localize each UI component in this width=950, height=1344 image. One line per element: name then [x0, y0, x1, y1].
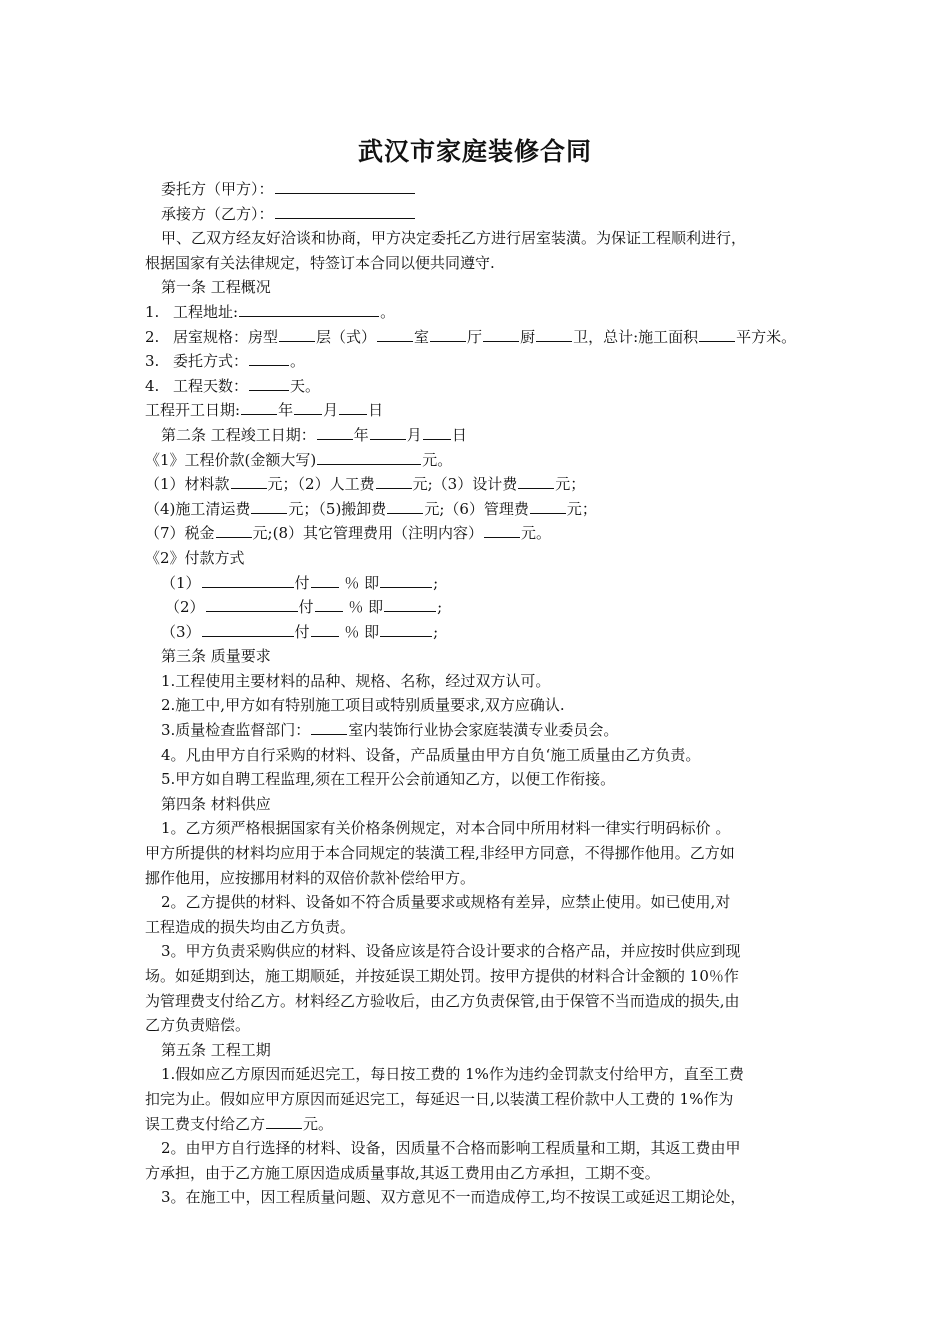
payment-line-2	[145, 595, 815, 620]
party-a-label: 委托方（甲方）：	[161, 180, 274, 198]
payment-line-3	[145, 620, 815, 645]
paragraph-line: 3。甲方负责采购供应的材料、设备应该是符合设计要求的合格产品，并应按时供应到现	[161, 942, 741, 961]
item-number: 3.	[145, 352, 160, 371]
item-number: 2.	[145, 327, 160, 346]
material-fee-blank[interactable]	[231, 473, 267, 489]
text: 室内装饰行业协会家庭装潢专业委员会。	[348, 721, 619, 740]
project-price-blank[interactable]	[317, 449, 421, 465]
delay-fee-blank[interactable]	[266, 1113, 302, 1129]
article-5-heading: 第五条 工程工期	[161, 1040, 271, 1059]
punct: ;	[433, 622, 439, 641]
text: 元；（5)搬卸费	[288, 499, 387, 518]
payment-line-1	[145, 571, 815, 596]
text: 月	[323, 401, 339, 420]
paragraph-line: 工程造成的损失均由乙方负责。	[145, 917, 356, 936]
design-fee-blank[interactable]	[518, 473, 554, 489]
text: 天。	[290, 376, 321, 395]
payment-3-amount-blank[interactable]	[380, 621, 432, 637]
paragraph-line: 4。凡由甲方自行采购的材料、设备，产品质量由甲方自负‘施工质量由乙方负责。	[161, 745, 701, 764]
quality-dept-blank[interactable]	[311, 719, 347, 735]
text: （1）材料款	[145, 475, 230, 494]
delay-fee-line	[145, 1112, 815, 1137]
party-b-label: 承接方（乙方）：	[161, 204, 274, 223]
start-year-blank[interactable]	[241, 399, 277, 415]
text: 月	[406, 425, 422, 444]
payment-3-stage-blank[interactable]	[202, 621, 294, 637]
paragraph-line: 乙方负责赔偿。	[145, 1016, 251, 1035]
text: 日	[451, 425, 467, 444]
paragraph-line: 方承担，由于乙方施工原因造成质量事故,其返工费用由乙方承担，工期不变。	[145, 1163, 660, 1182]
project-price-line	[145, 448, 815, 473]
management-fee-blank[interactable]	[530, 498, 566, 514]
moving-fee-blank[interactable]	[387, 498, 423, 514]
text: 误工费支付给乙方	[145, 1114, 266, 1133]
paragraph-line: 2。乙方提供的材料、设备如不符合质量要求或规格有差异，应禁止使用。如已使用,对	[161, 893, 731, 912]
floor-blank[interactable]	[279, 326, 315, 342]
payment-3-percent-blank[interactable]	[311, 621, 339, 637]
paragraph-line: 5.甲方如自聘工程监理,须在工程开公会前通知乙方，以便工作衔接。	[161, 770, 616, 789]
quality-dept-line	[145, 718, 815, 743]
text: 年	[353, 425, 369, 444]
article-3-heading: 第三条 质量要求	[161, 647, 271, 666]
text: 卫，总计:施工面积	[573, 327, 699, 346]
end-day-blank[interactable]	[423, 424, 451, 440]
start-date-label: 工程开工日期:	[145, 401, 241, 420]
paragraph-line: 为管理费支付给乙方。材料经乙方验收后，由乙方负责保管,由于保管不当而造成的损失,由	[145, 991, 740, 1010]
text: （4)施工清运费	[145, 499, 251, 518]
party-b-line	[145, 202, 815, 227]
project-days-line	[145, 374, 815, 399]
contract-body	[145, 177, 815, 1210]
paragraph-line: 3。在施工中，因工程质量问题、双方意见不一而造成停工,均不按误工或延迟工期论处，	[161, 1188, 746, 1207]
commission-method-label: 委托方式：	[173, 352, 249, 371]
document-title: 武汉市家庭装修合同	[357, 137, 592, 166]
text: 付	[298, 598, 314, 617]
preamble-line-1: 甲、乙双方经友好洽谈和协商，甲方决定委托乙方进行居室装潢。为保证工程顺利进行，	[161, 229, 747, 248]
text: 元。	[303, 1114, 334, 1133]
commission-method-blank[interactable]	[249, 350, 289, 366]
start-day-blank[interactable]	[339, 399, 367, 415]
payment-2-amount-blank[interactable]	[384, 596, 436, 612]
text: 层（式）	[316, 327, 377, 346]
end-date-line	[145, 423, 815, 448]
text: 元；（2）人工费	[267, 475, 375, 494]
bath-blank[interactable]	[536, 326, 572, 342]
text: 付	[294, 622, 310, 641]
project-days-blank[interactable]	[249, 375, 289, 391]
paragraph-line: 2。由甲方自行选择的材料、设备，因质量不合格而影响工程质量和工期，其返工费由甲	[161, 1139, 741, 1158]
text: 厅	[467, 327, 483, 346]
cleanup-fee-blank[interactable]	[251, 498, 287, 514]
fees-line-3	[145, 521, 815, 546]
punct: ;	[437, 598, 443, 617]
tax-blank[interactable]	[216, 522, 252, 538]
party-a-blank[interactable]	[275, 178, 415, 194]
text: 元；	[566, 499, 597, 518]
end-date-label: 第二条 工程竣工日期：	[161, 425, 316, 444]
fees-line-2	[145, 497, 815, 522]
payment-1-percent-blank[interactable]	[311, 572, 339, 588]
room-spec-label: 居室规格：房型	[173, 327, 279, 346]
paragraph-line: 2.施工中,甲方如有特别施工项目或特别质量要求,双方应确认.	[161, 696, 565, 715]
room-blank[interactable]	[377, 326, 413, 342]
project-days-label: 工程天数：	[173, 376, 249, 395]
end-year-blank[interactable]	[317, 424, 353, 440]
text: 付	[294, 573, 310, 592]
text: （3）	[161, 622, 201, 641]
text: 元;（3）设计费	[412, 475, 518, 494]
text: ％ 即	[343, 598, 384, 617]
start-month-blank[interactable]	[294, 399, 322, 415]
end-month-blank[interactable]	[370, 424, 406, 440]
text: 元。	[422, 450, 453, 469]
party-b-blank[interactable]	[275, 203, 415, 219]
text: 年	[278, 401, 294, 420]
area-blank[interactable]	[699, 326, 735, 342]
text: 厨	[520, 327, 536, 346]
payment-2-percent-blank[interactable]	[315, 596, 343, 612]
project-address-blank[interactable]	[239, 301, 379, 317]
text: （2）	[165, 598, 205, 617]
payment-2-stage-blank[interactable]	[206, 596, 298, 612]
payment-method-heading: 《2》付款方式	[145, 548, 245, 567]
punct: 。	[290, 352, 306, 371]
item-number: 4.	[145, 376, 160, 395]
payment-1-amount-blank[interactable]	[380, 572, 432, 588]
paragraph-line: 1.工程使用主要材料的品种、规格、名称，经过双方认可。	[161, 671, 551, 690]
article-1-heading: 第一条 工程概况	[161, 278, 271, 297]
text: 元;(8）其它管理费用（注明内容）	[252, 524, 483, 543]
text: 元;（6）管理费	[424, 499, 529, 518]
project-address-line	[145, 300, 815, 325]
text: 3.质量检查监督部门：	[161, 721, 311, 740]
labor-fee-blank[interactable]	[376, 473, 412, 489]
item-number: 1.	[145, 302, 160, 321]
kitchen-blank[interactable]	[483, 326, 519, 342]
paragraph-line: 扣完为止。假如应甲方原因而延迟完工，每延迟一日,以装潢工程价款中人工费的 1%作为	[145, 1089, 734, 1108]
text: 室	[414, 327, 430, 346]
project-address-label: 工程地址:	[173, 302, 239, 321]
party-a-line	[145, 177, 815, 202]
paragraph-line: 场。如延期到达，施工期顺延，并按延误工期处罚。按甲方提供的材料合计金额的 10％作	[145, 967, 739, 985]
text: 元；	[555, 475, 586, 494]
hall-blank[interactable]	[430, 326, 466, 342]
text: 日	[368, 401, 384, 420]
project-price-label: 《1》工程价款(金额大写)	[145, 450, 317, 469]
room-spec-line	[145, 325, 815, 350]
paragraph-line: 挪作他用，应按挪用材料的双倍价款补偿给甲方。	[145, 868, 476, 887]
punct: 。	[380, 302, 396, 321]
other-fee-blank[interactable]	[484, 522, 520, 538]
fees-line-1	[145, 472, 815, 497]
preamble-line-2: 根据国家有关法律规定，特签订本合同以便共同遵守.	[145, 253, 495, 272]
commission-method-line	[145, 349, 815, 374]
text: 元。	[521, 524, 552, 543]
start-date-line	[145, 398, 815, 423]
punct: ;	[433, 573, 439, 592]
text: 平方米。	[736, 327, 797, 346]
text: （7）税金	[145, 524, 215, 543]
text: ％ 即	[339, 622, 380, 641]
text: （1）	[161, 573, 201, 592]
payment-1-stage-blank[interactable]	[202, 572, 294, 588]
paragraph-line: 甲方所提供的材料均应用于本合同规定的装潢工程,非经甲方同意，不得挪作他用。乙方如	[145, 844, 735, 863]
text: ％ 即	[339, 573, 380, 592]
paragraph-line: 1。乙方须严格根据国家有关价格条例规定，对本合同中所用材料一律实行明码标价 。	[161, 819, 731, 838]
article-4-heading: 第四条 材料供应	[161, 794, 271, 813]
paragraph-line: 1.假如应乙方原因而延迟完工，每日按工费的 1%作为违约金罚款支付给甲方，直至工费	[161, 1065, 744, 1084]
